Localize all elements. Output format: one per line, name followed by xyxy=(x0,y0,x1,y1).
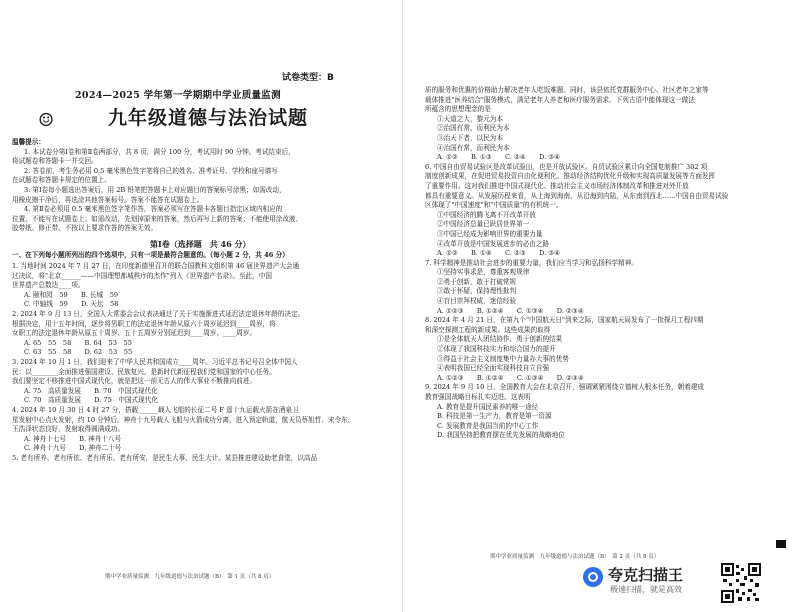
option-line: A. ①② B. ①③ C. ②④ D. ③④ xyxy=(437,153,561,162)
page-footer-right: 期中学业质量监测 九年级道德与法治试题（B） 第 2 页（共 8 页） xyxy=(490,554,660,560)
scanner-app-name: 夸克扫描王 xyxy=(608,566,684,584)
question-line: 星发射中心点火发射，约 10 分钟后，神舟十九号载人飞船与火箭成功分离，进入预定轨道，航天员蔡旭哲、宋令东、 xyxy=(12,415,355,424)
question-line: 我们要坚定不移推进中国式现代化，就是把这一前无古人的伟大事业不断推向前进。 xyxy=(12,377,256,386)
option-line: D. 我国坚持把教育摆在优先发展的战略地位 xyxy=(437,431,565,440)
part1-instruction: 一、在下列每小题所列出的四个选项中，只有一项是最符合题意的。（每小题 2 分，共 46 分） xyxy=(12,251,289,259)
question-line: 女职工的法定退休年龄从原五十周岁、五十五周岁分别延迟到____周岁、____周岁。 xyxy=(12,329,256,338)
option-line: ③敢于怀疑，保持理性批判 xyxy=(437,287,517,296)
note-line: 2. 答卷前，考生务必用 0.5 毫米黑色签字笔将自己的姓名、准考证号、学校和座号填写 xyxy=(24,166,278,175)
scanner-logo-icon xyxy=(583,567,603,587)
option-line: ③中国已经成为影响世界的重要力量 xyxy=(437,229,543,238)
note-line: 将试题卷和答题卡一并交回。 xyxy=(12,157,98,166)
question-line: 9. 2024 年 9 月 10 日，全国教育大会在北京召开，强调紧紧围绕立德树人根本任务，朝着建成 xyxy=(425,383,705,392)
note-line: 3. 第Ⅰ卷每小题选出答案后，用 2B 铅笔把答题卡上对应题目的答案标号涂黑；如需改动， xyxy=(24,185,286,194)
question-line: 制度创新成果，在促进贸易投资自由化便利化、推动经济结构优化升级和实现高质量发展等方面发挥 xyxy=(425,172,716,181)
question-line: 3. 2024 年 10 月 1 日，我们迎来了中华人民共和国成立____周年。习近平总书记号召全体中国人 xyxy=(12,357,298,366)
question-line: 7. 科学精神是推动社会进步的重要力量，我们应当学习和弘扬科学精神。 xyxy=(425,258,638,267)
option-line: B. 科技是第一生产力，教育是第一资源 xyxy=(437,412,552,421)
option-line: C. 中轴线 59 D. 天坛 58 xyxy=(24,300,119,309)
question-line: 2. 2024 年 9 月 13 日，全国人大常委会会议表决通过了关于实施渐进式延迟法定退休年龄的决定。 xyxy=(12,309,305,318)
option-line: A. ①②③ B. ①②④ C. ①③④ D. ②③④ xyxy=(437,373,584,382)
option-line: A. ①② B. ①④ C. ②③ D. ③④ xyxy=(437,249,561,258)
option-line: A. ①②③ B. ①②④ C. ①③④ D. ②③④ xyxy=(437,306,584,315)
question-line: 根据决定，用十五年时间，逐步将男职工的法定退休年龄从原六十周岁延迟到____周岁，将 xyxy=(12,319,276,328)
question-line: 所蕴含的思想理念的是 xyxy=(425,105,491,114)
option-line: ②勇于创新，敢于打破常规 xyxy=(437,277,517,286)
question-line: 载体推进"医养结合"服务模式，满足老年人养老和医疗服务需求。下列古语中能体现这一做法 xyxy=(425,95,695,104)
option-line: A. 教育是提升国民素养的唯一途径 xyxy=(437,402,539,411)
scanner-watermark xyxy=(580,562,720,602)
question-line: 5. 老有所养、老有所依、老有所乐、老有所安，是民生大事、民生大计。某县推进建设助老食堂，以高品 xyxy=(12,453,318,462)
question-line: 民：以________全面推进强国建设、民族复兴，是新时代新征程我们党和国家的中心任务。 xyxy=(12,367,276,376)
question-line: 区体现了"中国速度"和"中国质量"的有机统一。 xyxy=(425,201,563,210)
note-line: 在试题卷和答题卡规定的位置上。 xyxy=(12,176,111,185)
question-line: 都具有重要意义。从发展历程来看，从上海到海南，从沿海到内陆，从东南到西北……中国自由贸易试验 xyxy=(425,191,729,200)
right-questions xyxy=(425,86,780,441)
note-line: 1. 本试卷分第Ⅰ卷和第Ⅱ卷两部分，共 8 页，满分 100 分，考试用时 90 分钟。考试结束后， xyxy=(24,147,295,156)
option-line: ④改革开放是中国发展进步的必由之路 xyxy=(437,239,550,248)
option-line: ②体现了我国科技实力和综合国力的提升 xyxy=(437,345,556,354)
option-line: ②治国有常，而利民为本 xyxy=(437,124,510,133)
note-line: 用橡皮擦干净后，再选涂其他答案标号。答案不能答在试题卷上。 xyxy=(12,195,204,204)
option-line: ③得益于社会主义制度集中力量办大事的优势 xyxy=(437,354,569,363)
question-line: 世界遗产总数达____项。 xyxy=(12,281,85,290)
option-line: A. 75 高质量发展 B. 70 中国式现代化 xyxy=(24,386,158,395)
part1-instruction-block xyxy=(12,251,392,261)
page-title: 九年级道德与法治试题 xyxy=(108,107,309,129)
question-line: 质的服务和优惠的价格助力解决老年人吃饭难题。同时，该县依托党群服务中心、社区老年之家等 xyxy=(425,86,709,94)
notes-heading: 温馨提示： xyxy=(12,138,45,146)
scanner-slogan: 极速扫描，就是高效 xyxy=(610,585,682,594)
exam-name: 2024—2025 学年第一学期期中学业质量监测 xyxy=(75,90,281,101)
option-line: C. 发展教育是我国当前的中心工作 xyxy=(437,421,539,430)
note-line: 胶带纸、修正带。不按以上要求作答的答案无效。 xyxy=(12,224,158,233)
option-line: A. 65 55 58 B. 64 53 55 xyxy=(24,338,132,347)
question-line: 教育强国战略目标扎实迈进。这表明 xyxy=(425,393,531,401)
question-line: 1. 当地时间 2024 年 7 月 27 日，在印度新德里召开的联合国教科文组织第 46 届世界遗产大会通 xyxy=(12,262,300,270)
corner-mark-icon xyxy=(776,540,786,548)
question-line: 了重要作用。这对我们推进中国式现代化、推动社会主义市场经济体制改革和推进对外开放 xyxy=(425,181,689,190)
option-line: A. 颐和园 59 B. 长城 59 xyxy=(24,290,119,299)
option-line: C. 70 高质量发展 D. 75 中国式现代化 xyxy=(24,396,158,405)
paper-type: 试卷类型：B xyxy=(282,73,334,83)
option-line: C. 神舟十九号 D. 神舟二十号 xyxy=(24,444,122,453)
note-line: 位置，不能写在试题卷上；如需改动，先划掉原来的答案，然后再写上新的答案；不能使用涂改液、 xyxy=(12,214,303,223)
option-line: ①中国经济的腾飞离不开改革开放 xyxy=(437,210,536,219)
left-questions xyxy=(12,262,392,463)
option-line: ①是全体航天人团结协作、勇于创新的结果 xyxy=(437,335,563,344)
part1-heading: 第Ⅰ卷（选择题 共 46 分） xyxy=(150,239,251,249)
option-line: ④盲目崇拜权威，迷信经验 xyxy=(437,297,517,306)
option-line: ①天道之大，黎元为本 xyxy=(437,114,503,123)
question-line: 王浩泽状态良好，发射取得圆满成功。 xyxy=(12,425,125,434)
option-line: ④治国有常，而利民为本 xyxy=(437,143,510,152)
question-line: 8. 2024 年 4 月 21 日，在第九个"中国航天日"到来之际，国家航天局发布了一批探月工程四期 xyxy=(425,316,704,325)
qr-code-icon xyxy=(720,562,762,604)
option-line: A. 神舟十七号 B. 神舟十八号 xyxy=(24,434,122,443)
notes-block xyxy=(12,138,392,234)
question-line: 4. 2024 年 10 月 30 日 4 时 27 分，搭载______载人飞船的长征二号 F 遥十九运载火箭在酒泉卫 xyxy=(12,405,299,414)
question-line: 和深空探测工程的新成果。这些成果的取得 xyxy=(425,325,551,334)
note-line: 4. 第Ⅱ卷必须用 0.5 毫米黑色签字笔作答，答案必须写在答题卡各题目指定区域内相应的 xyxy=(24,205,283,214)
question-line: 6. 中国自由贸易试验区是改革试验田，也是开放试验区。自贸试验区累计向全国复制推广 302 项 xyxy=(425,162,708,171)
page-divider xyxy=(402,0,403,612)
option-line: ③治天下者，以民为本 xyxy=(437,133,503,142)
option-line: ④表明我国已经全面实现科技自立自强 xyxy=(437,364,550,373)
smiley-logo-icon: ☺ xyxy=(38,110,55,131)
option-line: ①坚持实事求是，尊重客观规律 xyxy=(437,268,530,277)
option-line: C. 63 55 58 D. 62 53 55 xyxy=(24,348,133,357)
question-line: 过决议，将"北京______——中国理想都城秩序的杰作"列入《世界遗产名录》。至此，中国 xyxy=(12,271,272,280)
page-footer-left: 期中学业质量监测 九年级道德与法治试题（B） 第 1 页（共 8 页） xyxy=(105,574,275,580)
option-line: ②中国经济总量已跃居世界第一 xyxy=(437,220,530,229)
